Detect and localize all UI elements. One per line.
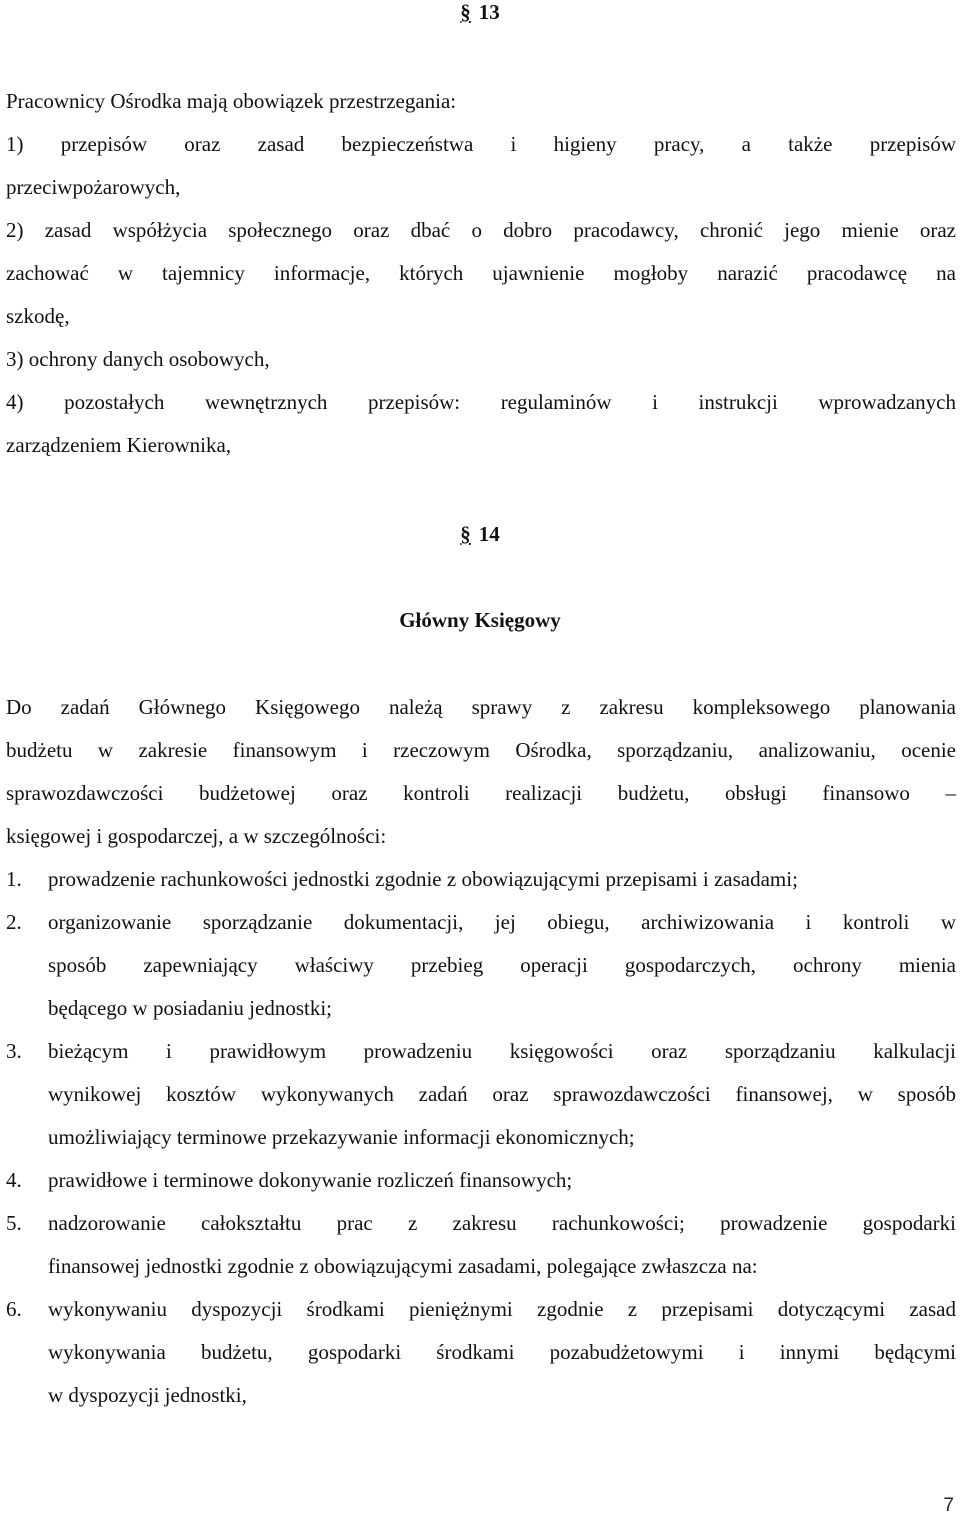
item-number: 1. bbox=[6, 867, 22, 891]
text-line: przeciwpożarowych, bbox=[6, 175, 181, 199]
paragraph-sign: § bbox=[460, 0, 471, 24]
text-line: księgowej i gospodarczej, a w szczególności: bbox=[6, 824, 387, 848]
text-line: prowadzenie rachunkowości jednostki zgodnie z obowiązującymi przepisami i zasadami; bbox=[48, 867, 798, 891]
text-line: 3) ochrony danych osobowych, bbox=[6, 347, 270, 371]
section-14-item-3 bbox=[6, 1030, 956, 1159]
text-line: 2) zasad współżycia społecznego oraz dbać o dobro pracodawcy, chronić jego mienie oraz bbox=[6, 218, 956, 242]
section-14-title: Główny Księgowy bbox=[399, 608, 561, 632]
text-line: szkodę, bbox=[6, 304, 70, 328]
text-line: organizowanie sporządzanie dokumentacji, jej obiegu, archiwizowania i kontroli w bbox=[48, 910, 956, 934]
text-line: wynikowej kosztów wykonywanych zadań oraz sprawozdawczości finansowej, w sposób bbox=[48, 1082, 956, 1106]
text-line: prawidłowe i terminowe dokonywanie rozliczeń finansowych; bbox=[48, 1168, 573, 1192]
text-line: w dyspozycji jednostki, bbox=[48, 1383, 247, 1407]
section-number: 13 bbox=[478, 0, 500, 24]
item-number: 3. bbox=[6, 1039, 22, 1063]
section-13-item-1 bbox=[6, 123, 956, 209]
text-line: budżetu w zakresie finansowym i rzeczowym Ośrodka, sporządzaniu, analizowaniu, ocenie bbox=[6, 738, 956, 762]
section-number: 14 bbox=[478, 522, 500, 546]
page-number: 7 bbox=[943, 1495, 954, 1516]
item-number: 5. bbox=[6, 1211, 22, 1235]
text-line: nadzorowanie całokształtu prac z zakresu rachunkowości; prowadzenie gospodarki bbox=[48, 1211, 956, 1235]
item-number: 2. bbox=[6, 910, 22, 934]
paragraph-sign: § bbox=[460, 522, 471, 546]
text-line: sprawozdawczości budżetowej oraz kontroli realizacji budżetu, obsługi finansowo – bbox=[6, 781, 956, 805]
section-13-item-4 bbox=[6, 381, 956, 467]
section-13-item-2 bbox=[6, 209, 956, 338]
item-number: 4. bbox=[6, 1168, 22, 1192]
section-14-item-1 bbox=[6, 858, 956, 901]
section-14-item-5 bbox=[6, 1202, 956, 1288]
text-line: Do zadań Głównego Księgowego należą sprawy z zakresu kompleksowego planowania bbox=[6, 695, 956, 719]
text-line: 4) pozostałych wewnętrznych przepisów: regulaminów i instrukcji wprowadzanych bbox=[6, 390, 956, 414]
text-line: bieżącym i prawidłowym prowadzeniu księgowości oraz sporządzaniu kalkulacji bbox=[48, 1039, 956, 1063]
section-13-body bbox=[6, 80, 956, 467]
text-line: umożliwiający terminowe przekazywanie informacji ekonomicznych; bbox=[48, 1125, 635, 1149]
item-number: 6. bbox=[6, 1297, 22, 1321]
section-13-item-3 bbox=[6, 338, 956, 381]
text-line: zachować w tajemnicy informacje, których ujawnienie mogłoby narazić pracodawcę na bbox=[6, 261, 956, 285]
text-line: 1) przepisów oraz zasad bezpieczeństwa i higieny pracy, a także przepisów bbox=[6, 132, 956, 156]
section-14-heading bbox=[0, 522, 960, 546]
text-line: będącego w posiadaniu jednostki; bbox=[48, 996, 333, 1020]
text-line: sposób zapewniający właściwy przebieg operacji gospodarczych, ochrony mienia bbox=[48, 953, 956, 977]
text-line: wykonywania budżetu, gospodarki środkami pozabudżetowymi i innymi będącymi bbox=[48, 1340, 956, 1364]
section-13-intro: Pracownicy Ośrodka mają obowiązek przestrzegania: bbox=[6, 89, 457, 113]
text-line: zarządzeniem Kierownika, bbox=[6, 433, 232, 457]
section-14-intro bbox=[6, 686, 956, 1417]
section-14-item-6 bbox=[6, 1288, 956, 1417]
section-14-item-4 bbox=[6, 1159, 956, 1202]
section-14-item-2 bbox=[6, 901, 956, 1030]
text-line: wykonywaniu dyspozycji środkami pieniężnymi zgodnie z przepisami dotyczącymi zasad bbox=[48, 1297, 956, 1321]
section-13-heading bbox=[0, 0, 960, 24]
text-line: finansowej jednostki zgodnie z obowiązującymi zasadami, polegające zwłaszcza na: bbox=[48, 1254, 758, 1278]
